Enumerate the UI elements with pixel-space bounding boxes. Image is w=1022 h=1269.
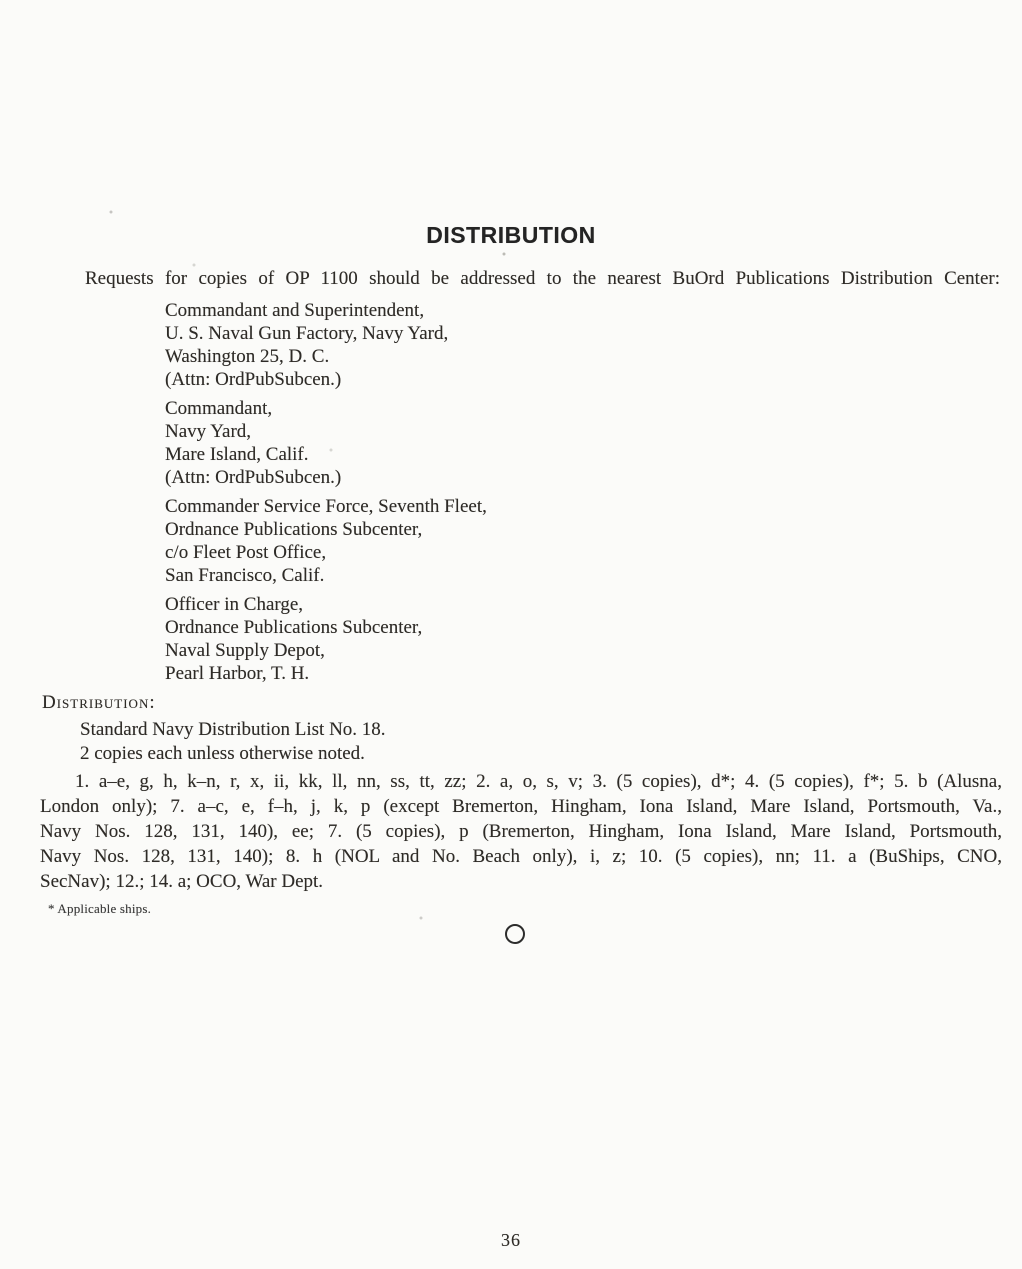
distribution-note: Standard Navy Distribution List No. 18. <box>80 719 386 740</box>
address-block-pearl-harbor <box>165 593 725 685</box>
address-line: Commandant and Superintendent, <box>165 300 425 321</box>
footnote: * Applicable ships. <box>48 901 152 916</box>
distribution-notes <box>80 718 386 766</box>
address-line: Washington 25, D. C. <box>165 346 330 367</box>
address-line: San Francisco, Calif. <box>165 565 325 586</box>
intro-paragraph: Requests for copies of OP 1100 should be addressed to the nearest BuOrd Publications Distribution Center: <box>85 268 1000 289</box>
detail-line: Navy Nos. 128, 131, 140), ee; 7. (5 copies), p (Bremerton, Hingham, Iona Island, Mare Island, Portsmouth, <box>40 821 1002 842</box>
address-block-gun-factory <box>165 299 725 391</box>
address-block-mare-island <box>165 397 725 489</box>
distribution-heading: Distribution: <box>42 692 156 713</box>
address-line: Commandant, <box>165 398 273 419</box>
distribution-note: 2 copies each unless otherwise noted. <box>80 743 365 764</box>
distribution-detail-paragraph <box>40 769 1002 894</box>
address-block-seventh-fleet <box>165 495 725 587</box>
address-line: Ordnance Publications Subcenter, <box>165 617 423 638</box>
page-number: 36 <box>501 1230 521 1250</box>
address-line: Mare Island, Calif. <box>165 444 309 465</box>
detail-line: Navy Nos. 128, 131, 140); 8. h (NOL and No. Beach only), i, z; 10. (5 copies), nn; 11. a (BuShips, CNO, <box>40 846 1002 867</box>
detail-line: London only); 7. a–c, e, f–h, j, k, p (except Bremerton, Hingham, Iona Island, Mare Island, Portsmouth, Va., <box>40 796 1002 817</box>
address-line: Pearl Harbor, T. H. <box>165 663 310 684</box>
address-line: Commander Service Force, Seventh Fleet, <box>165 496 487 517</box>
scan-speck-artifacts <box>0 0 2 2</box>
page-title: DISTRIBUTION <box>426 222 596 248</box>
address-line: Ordnance Publications Subcenter, <box>165 519 423 540</box>
address-line: c/o Fleet Post Office, <box>165 542 327 563</box>
address-line: (Attn: OrdPubSubcen.) <box>165 467 342 488</box>
address-line: Naval Supply Depot, <box>165 640 325 661</box>
address-line: (Attn: OrdPubSubcen.) <box>165 369 342 390</box>
detail-line: SecNav); 12.; 14. a; OCO, War Dept. <box>40 871 324 892</box>
detail-line: 1. a–e, g, h, k–n, r, x, ii, kk, ll, nn, ss, tt, zz; 2. a, o, s, v; 3. (5 copies), d*; 4. (5 copies), f*; 5. b (Alusna, <box>75 771 1002 792</box>
address-line: Officer in Charge, <box>165 594 304 615</box>
end-of-section-circle-icon <box>505 924 525 944</box>
address-list <box>165 299 725 691</box>
address-line: U. S. Naval Gun Factory, Navy Yard, <box>165 323 449 344</box>
address-line: Navy Yard, <box>165 421 252 442</box>
